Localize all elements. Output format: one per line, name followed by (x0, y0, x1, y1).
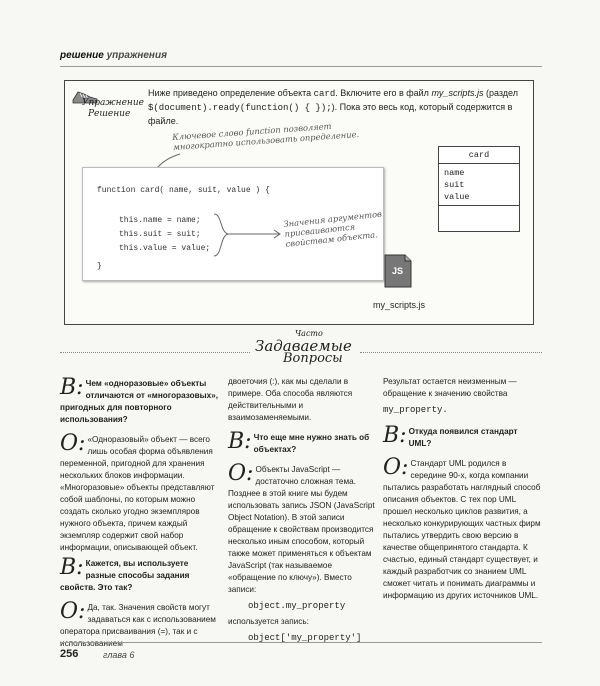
q-mark: В: (228, 429, 252, 454)
q-mark: В: (60, 555, 84, 580)
intro-card-code: card (313, 89, 336, 99)
uml-separator (439, 205, 519, 206)
exercise-logo (72, 88, 144, 124)
question: Кажется, вы используете разные способы задания свойств. Это так? (60, 559, 190, 592)
uml-title: card (439, 147, 519, 164)
intro-text-3: (раздел (483, 88, 518, 98)
paragraph: используется запись: (228, 617, 309, 626)
q-mark: В: (383, 423, 407, 448)
code-snippet: object.my_property (248, 601, 346, 611)
arguments-annotation: Значения аргументов присваиваются свойствам объекта. (283, 208, 383, 249)
uml-field: suit (444, 180, 465, 190)
answer: Объекты JavaScript — достаточно сложная тема. Позднее в этой книге мы будем использовать запись JSON (JavaScript Object Notation). В этой записи обращение к свойствам производится несколько иным способом, который также может применяться к объектам JavaScript (так называемое «обращение по ключу»). Вместо записи: (228, 465, 375, 594)
header-part1: решение (60, 50, 104, 61)
code-snippet: object['my_property'] (248, 633, 362, 643)
chapter-label: глава 6 (103, 650, 135, 660)
code-line: this.name = name; (119, 216, 201, 225)
running-header (60, 50, 167, 61)
brace-arrow (210, 212, 290, 262)
uml-field: name (444, 168, 465, 178)
column-2 (228, 376, 376, 648)
a-mark: О: (228, 461, 254, 486)
file-label: JS (392, 266, 404, 276)
file-caption: my_scripts.js (373, 300, 426, 310)
question: Чем «одноразовые» объекты отличаются от «многоразовых», пригодных для повторного использования? (60, 379, 218, 424)
paragraph: двоеточия (:), как мы сделали в примере. Оба способа являются действительными и взаимозаменяемыми. (228, 377, 353, 422)
keyword-annotation: Ключевое слово function позволяет многократно использовать определение. (172, 120, 360, 152)
question: Откуда появился стандарт UML? (408, 427, 518, 448)
logo-text-2: Решение (88, 109, 131, 119)
question: Что еще мне нужно знать об объектах? (253, 433, 370, 454)
code-line: function card( name, suit, value ) { (97, 186, 270, 195)
a-mark: О: (60, 599, 86, 624)
answer: «Одноразовый» объект — всего лишь особая форма объявления переменной, пригодной для хранения нескольких блоков информации. «Многоразовые» объекты представляют собой шаблоны, по которым можно создать сколько угодно экземпляров нужного объекта, причем каждый экземпляр содержит свой набор информации, описывающей объект. (60, 435, 215, 552)
answer: Да, так. Значения свойств могут задаваться как с использованием оператора присваивания (=), так и с использованием (60, 603, 216, 648)
intro-text-1: Ниже приведено определение объекта (148, 88, 314, 98)
a-mark: О: (60, 431, 86, 456)
footer-rule (60, 642, 542, 643)
a-mark: О: (383, 455, 409, 480)
answer: Стандарт UML родился в середине 90-х, когда компании пытались разработать наглядный способ описания объектов. С тех пор UML прошел несколько циклов развития, а несколько конкурирующих частных фирм пытались утвердить свою версию в качестве общепринятого стандарта. К счастью, единый стандарт существует, и каждый разработчик со знанием UML сможет читать и понимать диаграммы и информацию из других источников UML. (383, 459, 541, 600)
divider-right (360, 352, 542, 353)
paragraph: Результат остается неизменным — обращение к значению свойства (383, 377, 517, 398)
uml-diagram (438, 146, 520, 232)
intro-ready-code: $(document).ready(function() { }); (148, 103, 332, 113)
column-1 (60, 375, 220, 654)
intro-text-2: . Включите его в файл (335, 88, 432, 98)
uml-field: value (444, 192, 470, 202)
code-line: this.suit = suit; (119, 230, 201, 239)
divider-left (60, 352, 250, 353)
logo-text-1: Упражнение (82, 98, 144, 108)
faq-title-1: Часто (295, 329, 323, 338)
intro-text-4: ). Пока это весь код, который содержится в файле. (148, 102, 513, 126)
q-mark: В: (60, 375, 84, 400)
header-rule (60, 66, 542, 67)
header-part2: упражнения (106, 50, 167, 61)
js-file-icon (383, 253, 413, 289)
faq-title (255, 329, 355, 369)
code-line: } (97, 262, 102, 271)
column-3 (383, 376, 541, 606)
faq-title-2: Задаваемые (255, 337, 352, 355)
intro-file: my_scripts.js (431, 88, 484, 98)
faq-title-3: Вопросы (283, 351, 343, 366)
code-line: this.value = value; (119, 244, 211, 253)
code-snippet: my_property. (383, 405, 448, 415)
page-number: 256 (60, 648, 79, 660)
